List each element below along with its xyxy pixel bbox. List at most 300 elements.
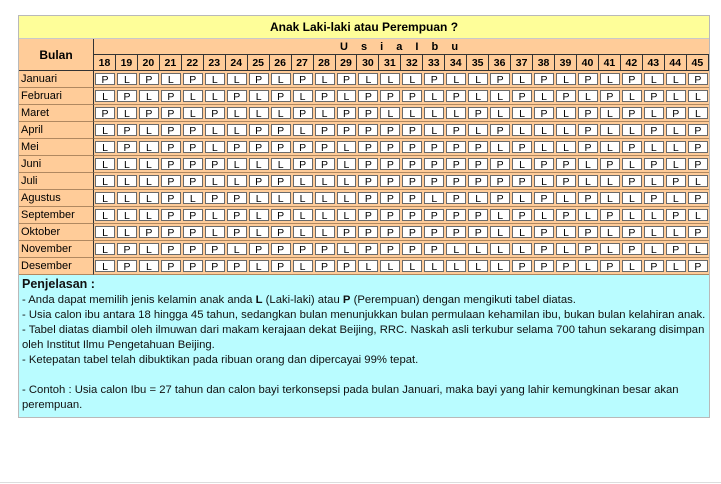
table-cell [401,88,423,105]
table-cell [621,156,643,173]
explanation-text: (Laki-laki) atau [262,294,343,306]
table-cell [577,207,599,224]
table-cell [511,71,533,88]
table-cell [445,156,467,173]
gender-letter: L [578,209,598,221]
gender-letter: P [227,260,247,272]
table-cell [445,258,467,275]
gender-letter: P [468,141,488,153]
gender-letter: L [600,124,620,136]
gender-letter: L [227,175,247,187]
gender-letter: P [161,192,181,204]
gender-letter: L [600,192,620,204]
table-cell [467,258,489,275]
gender-letter: L [666,124,686,136]
month-label: Desember [19,258,94,275]
gender-letter: P [666,243,686,255]
gender-letter: P [315,158,335,170]
table-cell [357,139,379,156]
gender-letter: L [688,90,708,102]
table-cell [401,71,423,88]
gender-letter: L [446,243,466,255]
table-cell [489,173,511,190]
gender-letter: P [337,107,357,119]
table-cell [489,71,511,88]
table-cell [357,156,379,173]
table-cell [116,156,138,173]
table-row [19,105,709,122]
gender-letter: L [666,260,686,272]
gender-letter: L [600,107,620,119]
table-cell [292,71,314,88]
table-cell [643,241,665,258]
table-cell [643,156,665,173]
table-cell [182,122,204,139]
gender-letter: P [622,73,642,85]
gender-letter: P [358,209,378,221]
table-cell [665,139,687,156]
table-cell [94,105,116,122]
table-cell [643,258,665,275]
gender-letter: P [622,175,642,187]
table-cell [94,156,116,173]
table-cell [511,258,533,275]
gender-letter: L [249,209,269,221]
table-cell [226,173,248,190]
gender-letter: L [117,226,137,238]
gender-letter: L [512,226,532,238]
table-cell [577,88,599,105]
table-cell [248,173,270,190]
gender-letter: P [161,158,181,170]
table-cell [621,241,643,258]
gender-letter: P [688,226,708,238]
gender-letter: P [424,158,444,170]
gender-letter: P [688,192,708,204]
table-row [19,207,709,224]
gender-letter: P [139,226,159,238]
table-cell [599,71,621,88]
gender-letter: P [424,226,444,238]
table-cell [270,105,292,122]
gender-letter: L [293,260,313,272]
gender-letter: L [249,226,269,238]
gender-letter: P [205,107,225,119]
gender-letter: P [380,158,400,170]
table-cell [423,190,445,207]
table-cell [270,224,292,241]
age-header-cell: 41 [599,55,621,71]
table-cell [248,207,270,224]
table-cell [116,241,138,258]
gender-letter: L [468,124,488,136]
gender-letter: P [622,141,642,153]
table-row [19,156,709,173]
table-cell [687,122,709,139]
gender-letter: P [446,90,466,102]
explanation-text: - Anda dapat memilih jenis kelamin anak anda [22,294,256,306]
table-cell [204,139,226,156]
gender-letter: L [424,192,444,204]
gender-letter: P [446,175,466,187]
table-cell [270,139,292,156]
gender-letter: P [578,226,598,238]
gender-table [19,39,709,275]
table-cell [270,88,292,105]
gender-letter: P [424,175,444,187]
gender-letter: L [446,260,466,272]
table-cell [116,105,138,122]
table-cell [489,88,511,105]
gender-letter: P [468,107,488,119]
table-cell [226,224,248,241]
gender-letter: P [95,73,115,85]
example-paragraph: - Contoh : Usia calon Ibu = 27 tahun dan calon bayi terkonsepsi pada bulan Januari, maka bayi yang lahir kemungkinan besar akan perempuan. [22,384,679,411]
gender-letter: P [117,260,137,272]
table-cell [292,156,314,173]
table-cell [357,241,379,258]
gender-letter: L [556,192,576,204]
gender-letter: L [424,107,444,119]
age-header-cell: 32 [401,55,423,71]
table-cell [357,224,379,241]
gender-letter: P [622,226,642,238]
gender-letter: P [534,226,554,238]
table-cell [314,207,336,224]
gender-letter: P [315,90,335,102]
table-cell [160,207,182,224]
table-cell [577,224,599,241]
table-cell [336,105,358,122]
gender-letter: P [358,192,378,204]
explanation-heading: Penjelasan : [22,277,95,291]
table-cell [336,122,358,139]
gender-letter: L [622,209,642,221]
gender-letter: L [293,192,313,204]
table-row [19,88,709,105]
gender-letter: P [271,209,291,221]
gender-letter: P [95,107,115,119]
gender-letter: L [446,73,466,85]
gender-letter: L [644,107,664,119]
table-cell [445,105,467,122]
gender-letter: P [556,209,576,221]
table-cell [401,139,423,156]
table-cell [423,156,445,173]
gender-letter: P [249,141,269,153]
table-cell [226,88,248,105]
gender-letter: L [139,260,159,272]
gender-letter: P [446,192,466,204]
age-header-cell: 40 [577,55,599,71]
gender-letter: P [490,175,510,187]
gender-letter: L [183,192,203,204]
table-cell [665,71,687,88]
table-cell [489,190,511,207]
table-cell [599,224,621,241]
gender-letter: L [139,158,159,170]
gender-letter: L [249,158,269,170]
table-cell [357,88,379,105]
gender-letter: L [161,73,181,85]
gender-letter: P [337,73,357,85]
gender-letter: L [666,73,686,85]
gender-letter: P [139,107,159,119]
gender-letter: P [293,243,313,255]
table-cell [226,122,248,139]
gender-letter: P [578,192,598,204]
table-cell [665,105,687,122]
month-label: Juli [19,173,94,190]
gender-letter: L [205,124,225,136]
table-cell [138,105,160,122]
gender-letter: P [578,73,598,85]
gender-chart-card [18,15,710,418]
age-header-cell: 24 [226,55,248,71]
gender-letter: L [644,226,664,238]
gender-letter: L [117,158,137,170]
table-cell [182,258,204,275]
gender-letter: P [490,158,510,170]
table-cell [138,258,160,275]
table-cell [248,190,270,207]
gender-letter: L [490,107,510,119]
gender-letter: L [95,209,115,221]
table-row [19,71,709,88]
gender-letter: L [644,73,664,85]
gender-letter: L [468,90,488,102]
table-row [19,190,709,207]
table-cell [467,71,489,88]
gender-letter: L [139,175,159,187]
gender-letter: P [688,158,708,170]
gender-letter: P [644,260,664,272]
gender-letter: P [249,175,269,187]
table-cell [687,224,709,241]
table-cell [314,258,336,275]
gender-letter: P [183,226,203,238]
table-row [19,139,709,156]
age-header-cell: 19 [116,55,138,71]
table-cell [511,224,533,241]
gender-letter: P [161,175,181,187]
gender-letter: P [337,260,357,272]
table-cell [379,139,401,156]
table-cell [379,122,401,139]
table-cell [665,224,687,241]
gender-letter: L [95,243,115,255]
gender-letter: L [688,243,708,255]
gender-letter: P [205,192,225,204]
gender-letter: L [315,175,335,187]
table-cell [94,173,116,190]
gender-letter: L [512,73,532,85]
table-cell [138,207,160,224]
gender-letter: P [205,243,225,255]
table-cell [665,122,687,139]
table-cell [555,88,577,105]
table-cell [226,258,248,275]
table-cell [489,207,511,224]
table-cell [94,207,116,224]
table-cell [116,258,138,275]
gender-letter: P [117,141,137,153]
table-cell [577,71,599,88]
table-cell [511,88,533,105]
gender-letter: L [666,192,686,204]
gender-letter: L [249,192,269,204]
gender-letter: P [183,260,203,272]
gender-letter: P [358,124,378,136]
age-header-cell: 21 [160,55,182,71]
gender-letter: P [380,175,400,187]
gender-letter: P [446,209,466,221]
age-header-cell: 44 [665,55,687,71]
table-cell [555,258,577,275]
table-cell [687,71,709,88]
gender-letter: L [227,158,247,170]
gender-letter: L [337,175,357,187]
table-cell [379,105,401,122]
table-cell [621,139,643,156]
table-cell [643,190,665,207]
table-cell [138,241,160,258]
table-cell [226,156,248,173]
gender-letter: L [556,73,576,85]
table-cell [555,241,577,258]
gender-letter: L [666,141,686,153]
table-cell [292,190,314,207]
gender-letter: L [468,243,488,255]
gender-letter: L [139,209,159,221]
age-header-cell: 39 [555,55,577,71]
age-header-cell: 26 [270,55,292,71]
table-cell [248,88,270,105]
age-header-cell: 38 [533,55,555,71]
table-cell [204,105,226,122]
table-cell [555,224,577,241]
gender-letter: P [446,141,466,153]
gender-letter: P [424,209,444,221]
gender-letter: P [534,243,554,255]
table-cell [599,156,621,173]
table-cell [160,156,182,173]
table-cell [226,241,248,258]
gender-letter: L [117,73,137,85]
table-cell [116,224,138,241]
gender-letter: L [205,209,225,221]
age-header-cell: 31 [379,55,401,71]
table-cell [687,156,709,173]
gender-letter: P [117,124,137,136]
table-cell [621,207,643,224]
page-divider [0,482,721,483]
explanation-text: (Perempuan) dengan mengikuti tabel diatas. [350,294,576,306]
table-cell [489,241,511,258]
gender-letter: L [205,73,225,85]
table-cell [445,224,467,241]
table-cell [533,156,555,173]
table-cell [357,122,379,139]
gender-letter: P [600,90,620,102]
gender-letter: P [315,260,335,272]
gender-letter: P [358,141,378,153]
table-cell [270,173,292,190]
gender-letter: P [424,243,444,255]
table-cell [160,105,182,122]
table-cell [182,105,204,122]
table-cell [599,190,621,207]
table-cell [577,258,599,275]
gender-letter: L [556,124,576,136]
table-cell [577,139,599,156]
table-cell [314,156,336,173]
month-label: Maret [19,105,94,122]
table-cell [94,224,116,241]
table-cell [357,173,379,190]
table-cell [204,207,226,224]
age-header-cell: 29 [336,55,358,71]
table-cell [445,190,467,207]
gender-letter: L [227,124,247,136]
table-cell [467,207,489,224]
table-cell [116,139,138,156]
gender-letter: L [358,73,378,85]
table-cell [687,241,709,258]
gender-letter: L [293,209,313,221]
table-cell [467,139,489,156]
age-header-cell: 18 [94,55,116,71]
age-header-cell: 42 [621,55,643,71]
table-cell [467,224,489,241]
gender-letter: L [249,260,269,272]
table-cell [643,173,665,190]
table-cell [555,105,577,122]
month-label: Oktober [19,224,94,241]
table-cell [314,139,336,156]
gender-letter: P [380,90,400,102]
table-row [19,258,709,275]
gender-letter: L [622,158,642,170]
table-cell [204,241,226,258]
explanation-item-1 [22,293,706,308]
table-cell [379,258,401,275]
table-cell [270,241,292,258]
table-cell [336,173,358,190]
gender-letter: L [337,243,357,255]
table-cell [445,207,467,224]
table-cell [248,71,270,88]
gender-letter: P [688,141,708,153]
gender-letter: P [512,90,532,102]
table-cell [621,224,643,241]
table-cell [138,71,160,88]
gender-letter: L [600,243,620,255]
gender-letter: P [512,141,532,153]
gender-letter: L [512,243,532,255]
table-cell [314,88,336,105]
table-cell [555,122,577,139]
table-cell [160,241,182,258]
table-cell [204,224,226,241]
table-cell [204,190,226,207]
table-cell [577,105,599,122]
table-cell [379,224,401,241]
gender-letter: L [644,175,664,187]
table-cell [138,156,160,173]
gender-letter: P [380,141,400,153]
gender-letter: P [161,90,181,102]
